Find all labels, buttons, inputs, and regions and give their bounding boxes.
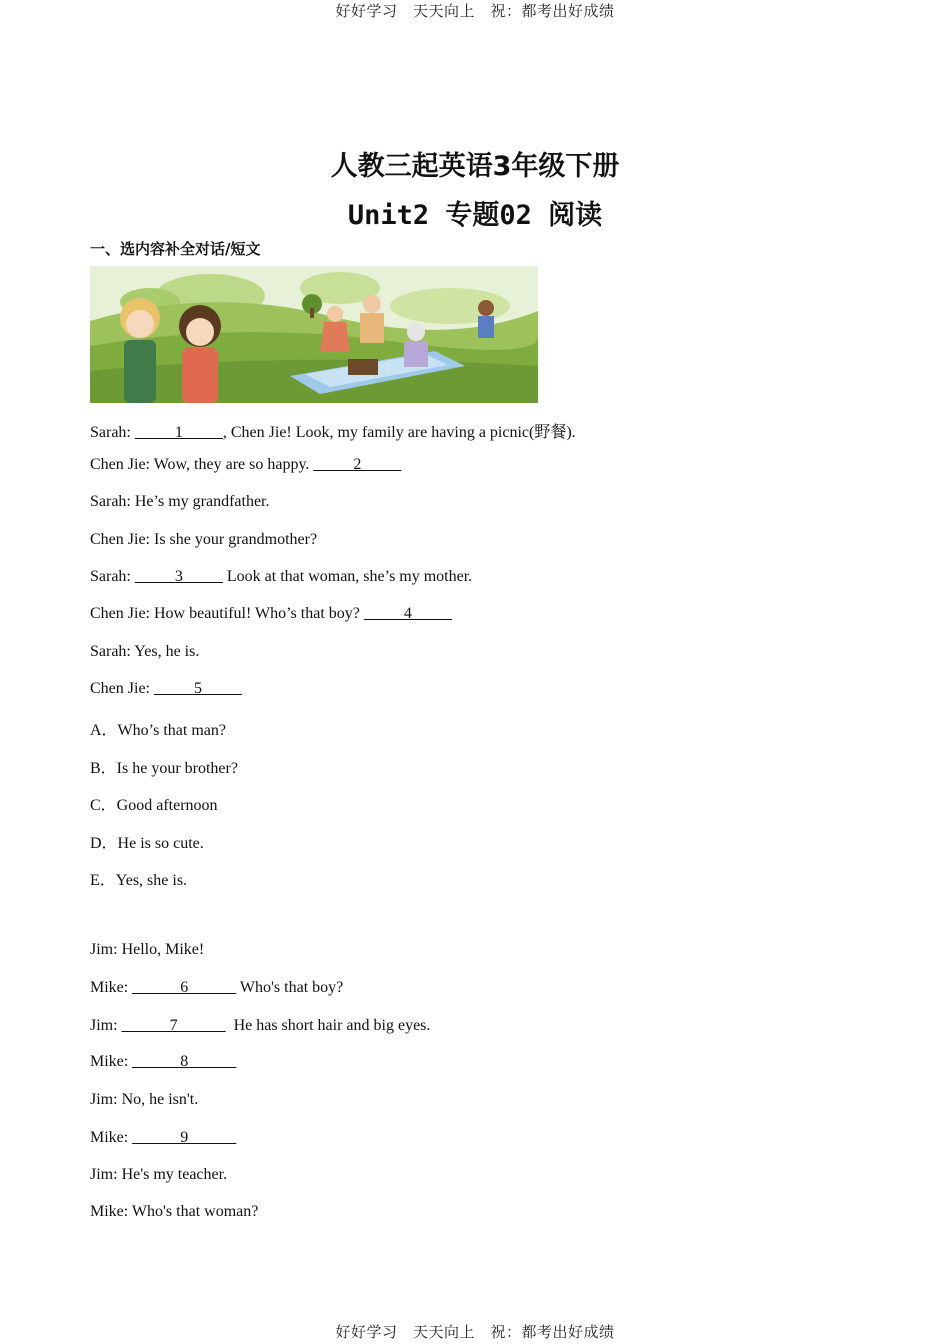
- dialogue1-line: [90, 419, 576, 442]
- answer-option: D．He is so cute.: [90, 835, 204, 852]
- dialogue1-line: [90, 643, 199, 661]
- line-text: Mike: Who's that woman?: [90, 1203, 259, 1220]
- dialogue1-line: [90, 493, 270, 511]
- dialogue1-line: [90, 605, 452, 623]
- dialogue1-line: [90, 568, 472, 586]
- line-text: Sarah: Yes, he is.: [90, 643, 200, 660]
- page-header: 好好学习 天天向上 祝：都考出好成绩: [335, 2, 615, 20]
- line-text: Jim: No, he isn't.: [90, 1091, 199, 1108]
- dialogue2-line: [90, 1129, 236, 1147]
- answer-blank: ______9______: [132, 1129, 237, 1146]
- answer-option: C．Good afternoon: [90, 797, 218, 814]
- answer-option: A．Who’s that man?: [90, 722, 226, 739]
- answer-blank: _____2_____: [313, 456, 402, 473]
- page-footer: 好好学习 天天向上 祝：都考出好成绩: [335, 1323, 615, 1341]
- line-text: Chen Jie: Is she your grandmother?: [90, 531, 318, 548]
- answer-blank: ______6______: [132, 979, 237, 996]
- dialogue2-line: [90, 1091, 198, 1109]
- line-text: Jim:: [90, 1017, 122, 1034]
- line-text: Sarah:: [90, 424, 135, 441]
- line-text: Mike:: [90, 979, 133, 996]
- answer-option: B．Is he your brother?: [90, 760, 238, 777]
- line-text: He has short hair and big eyes.: [225, 1017, 431, 1034]
- line-text: Chen Jie:: [90, 680, 154, 697]
- dialogue2-line: [90, 941, 204, 959]
- answer-blank: ______8______: [132, 1053, 237, 1070]
- answer-option: E．Yes, she is.: [90, 872, 188, 889]
- line-text: Sarah:: [90, 568, 135, 585]
- line-text: Look at that woman, she’s my mother.: [222, 568, 473, 585]
- line-text: Jim: He's my teacher.: [90, 1166, 228, 1183]
- document-subtitle: Unit2 专题02 阅读: [347, 200, 603, 231]
- section-heading: 一、选内容补全对话/短文: [90, 240, 261, 258]
- dialogue2-line: [90, 1017, 430, 1035]
- answer-blank: ______7______: [121, 1017, 226, 1034]
- answer-blank: _____5_____: [154, 680, 242, 697]
- line-text: Mike:: [90, 1053, 133, 1070]
- dialogue2-line: [90, 1203, 258, 1221]
- line-text: , Chen Jie! Look, my family are having a picnic(野餐).: [222, 424, 576, 441]
- dialogue2-line: [90, 979, 343, 997]
- dialogue1-line: [90, 680, 242, 698]
- line-text: Chen Jie: Wow, they are so happy.: [90, 456, 314, 473]
- dialogue2-line: [90, 1053, 236, 1071]
- line-text: Sarah: He’s my grandfather.: [90, 493, 270, 510]
- line-text: Chen Jie: How beautiful! Who’s that boy?: [90, 605, 364, 622]
- line-text: Mike:: [90, 1129, 133, 1146]
- line-text: Who's that boy?: [236, 979, 344, 996]
- dialogue2-line: [90, 1166, 227, 1184]
- picnic-illustration: [90, 266, 538, 403]
- dialogue1-line: [90, 531, 317, 549]
- document-title: 人教三起英语3年级下册: [330, 151, 620, 182]
- answer-blank: _____3_____: [134, 568, 223, 585]
- answer-blank: _____4_____: [363, 605, 452, 622]
- answer-blank: _____1_____: [134, 424, 223, 441]
- line-text: Jim: Hello, Mike!: [90, 941, 205, 958]
- dialogue1-line: [90, 456, 401, 474]
